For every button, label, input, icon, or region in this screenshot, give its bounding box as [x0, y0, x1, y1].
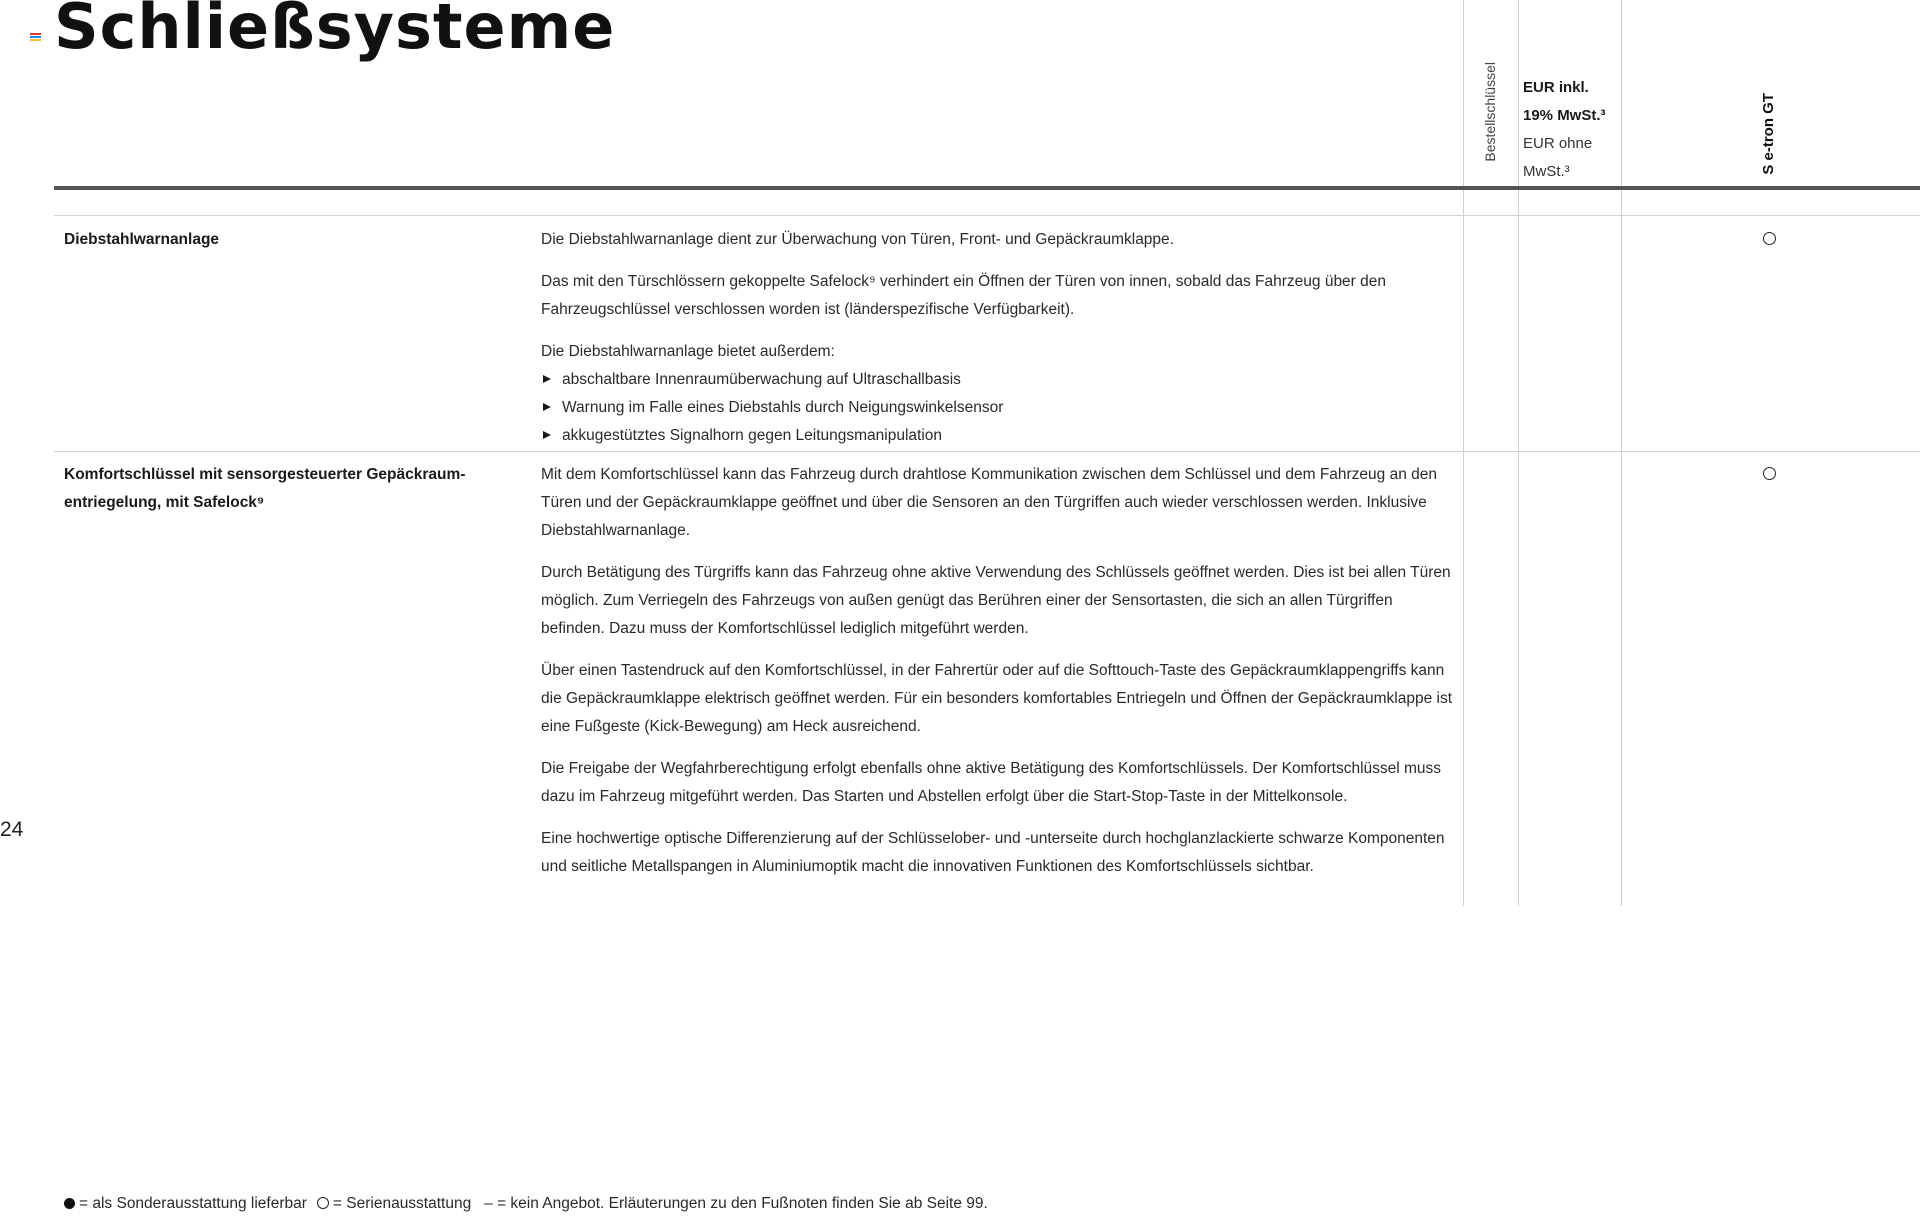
description-paragraph: Die Diebstahlwarnanlage dient zur Überwachung von Türen, Front- und Gepäckraumklappe.: [541, 231, 1174, 248]
standard-equipment-ring-icon: [317, 1197, 329, 1209]
standard-equipment-icon: [1763, 467, 1776, 480]
description-paragraph: Das mit den Türschlössern gekoppelte Safelock⁹ verhindert ein Öffnen der Türen von innen, sobald das Fahrzeug über den Fahrzeugschlüssel verschlossen worden ist (länderspezifische Verfügbarkeit).: [541, 273, 1387, 318]
triangle-bullet-icon: [543, 375, 551, 383]
price-incl-label: EUR inkl. 19% MwSt.³: [1523, 79, 1606, 124]
column-header-price: [1523, 74, 1623, 186]
feature-name-diebstahlwarnanlage: Diebstahlwarnanlage: [64, 231, 220, 248]
description-paragraph: Die Freigabe der Wegfahrberechtigung erfolgt ebenfalls ohne aktive Betätigung des Komfortschlüssels. Der Komfortschlüssel muss dazu im Fahrzeug mitgeführt werden. Das Starten und Abstellen erfolgt über die Start-Stop-Taste in der Mittelkonsole.: [541, 760, 1442, 805]
color-marker-icon: [30, 33, 41, 41]
column-divider: [1463, 0, 1464, 906]
feature-bullet-list: [541, 366, 1456, 450]
feature-description-diebstahlwarnanlage: [541, 226, 1456, 450]
description-paragraph: Eine hochwertige optische Differenzierung auf der Schlüsselober- und -unterseite durch hochglanzlackierte schwarze Komponenten und seitliche Metallspangen in Aluminiumoptik macht die innovativen Funktionen des Komfortschlüssels sichtbar.: [541, 830, 1445, 875]
legend-standard: = Serienausstattung: [332, 1195, 472, 1212]
row-divider: [54, 451, 1920, 452]
legend-none: – = kein Angebot. Erläuterungen zu den Fußnoten finden Sie ab Seite 99.: [484, 1195, 988, 1212]
triangle-bullet-icon: [543, 403, 551, 411]
column-header-order-key: Bestellschlüssel: [1482, 62, 1498, 162]
description-paragraph: Durch Betätigung des Türgriffs kann das Fahrzeug ohne aktive Verwendung des Schlüssels geöffnet werden. Dies ist bei allen Türen möglich. Zum Verriegeln des Fahrzeugs von außen genügt das Berühren einer der Sensortasten, die sich an allen Türgriffen befinden. Dazu muss der Komfortschlüssel lediglich mitgeführt werden.: [541, 564, 1451, 637]
column-header-model: S e-tron GT: [1760, 93, 1777, 175]
description-paragraph: Die Diebstahlwarnanlage bietet außerdem:: [541, 343, 835, 360]
feature-description-komfortschluessel: [541, 461, 1456, 895]
page-title: Schließsysteme: [54, 0, 616, 63]
page-number: 24: [0, 818, 24, 841]
legend: [64, 1195, 988, 1213]
column-divider: [1518, 0, 1519, 906]
list-item: abschaltbare Innenraumüberwachung auf Ultraschallbasis: [541, 366, 1456, 394]
description-paragraph: Über einen Tastendruck auf den Komfortschlüssel, in der Fahrertür oder auf die Softtouch-Taste des Gepäckraumklappengriffs kann die Gepäckraumklappe elektrisch geöffnet werden. Für ein besonders komfortables Entriegeln und Öffnen der Gepäckraumklappe ist eine Fußgeste (Kick-Bewegung) am Heck ausreichend.: [541, 662, 1452, 735]
standard-equipment-icon: [1763, 232, 1776, 245]
triangle-bullet-icon: [543, 431, 551, 439]
price-excl-label: EUR ohne MwSt.³: [1523, 135, 1593, 180]
feature-name-komfortschluessel: Komfortschlüssel mit sensorgesteuerter Gepäckraum-entriegelung, mit Safelock⁹: [64, 466, 466, 511]
list-item: Warnung im Falle eines Diebstahls durch Neigungswinkelsensor: [541, 394, 1456, 422]
optional-equipment-dot-icon: [64, 1198, 75, 1209]
legend-optional: = als Sonderausstattung lieferbar: [79, 1195, 307, 1212]
description-paragraph: Mit dem Komfortschlüssel kann das Fahrzeug durch drahtlose Kommunikation zwischen dem Schlüssel und dem Fahrzeug an den Türen und der Gepäckraumklappe geöffnet und über die Sensoren an den Türgriffen auch wieder verschlossen werden. Inklusive Diebstahlwarnanlage.: [541, 466, 1438, 539]
row-divider: [54, 215, 1920, 216]
list-item: akkugestütztes Signalhorn gegen Leitungsmanipulation: [541, 422, 1456, 450]
header-rule: [54, 186, 1920, 190]
